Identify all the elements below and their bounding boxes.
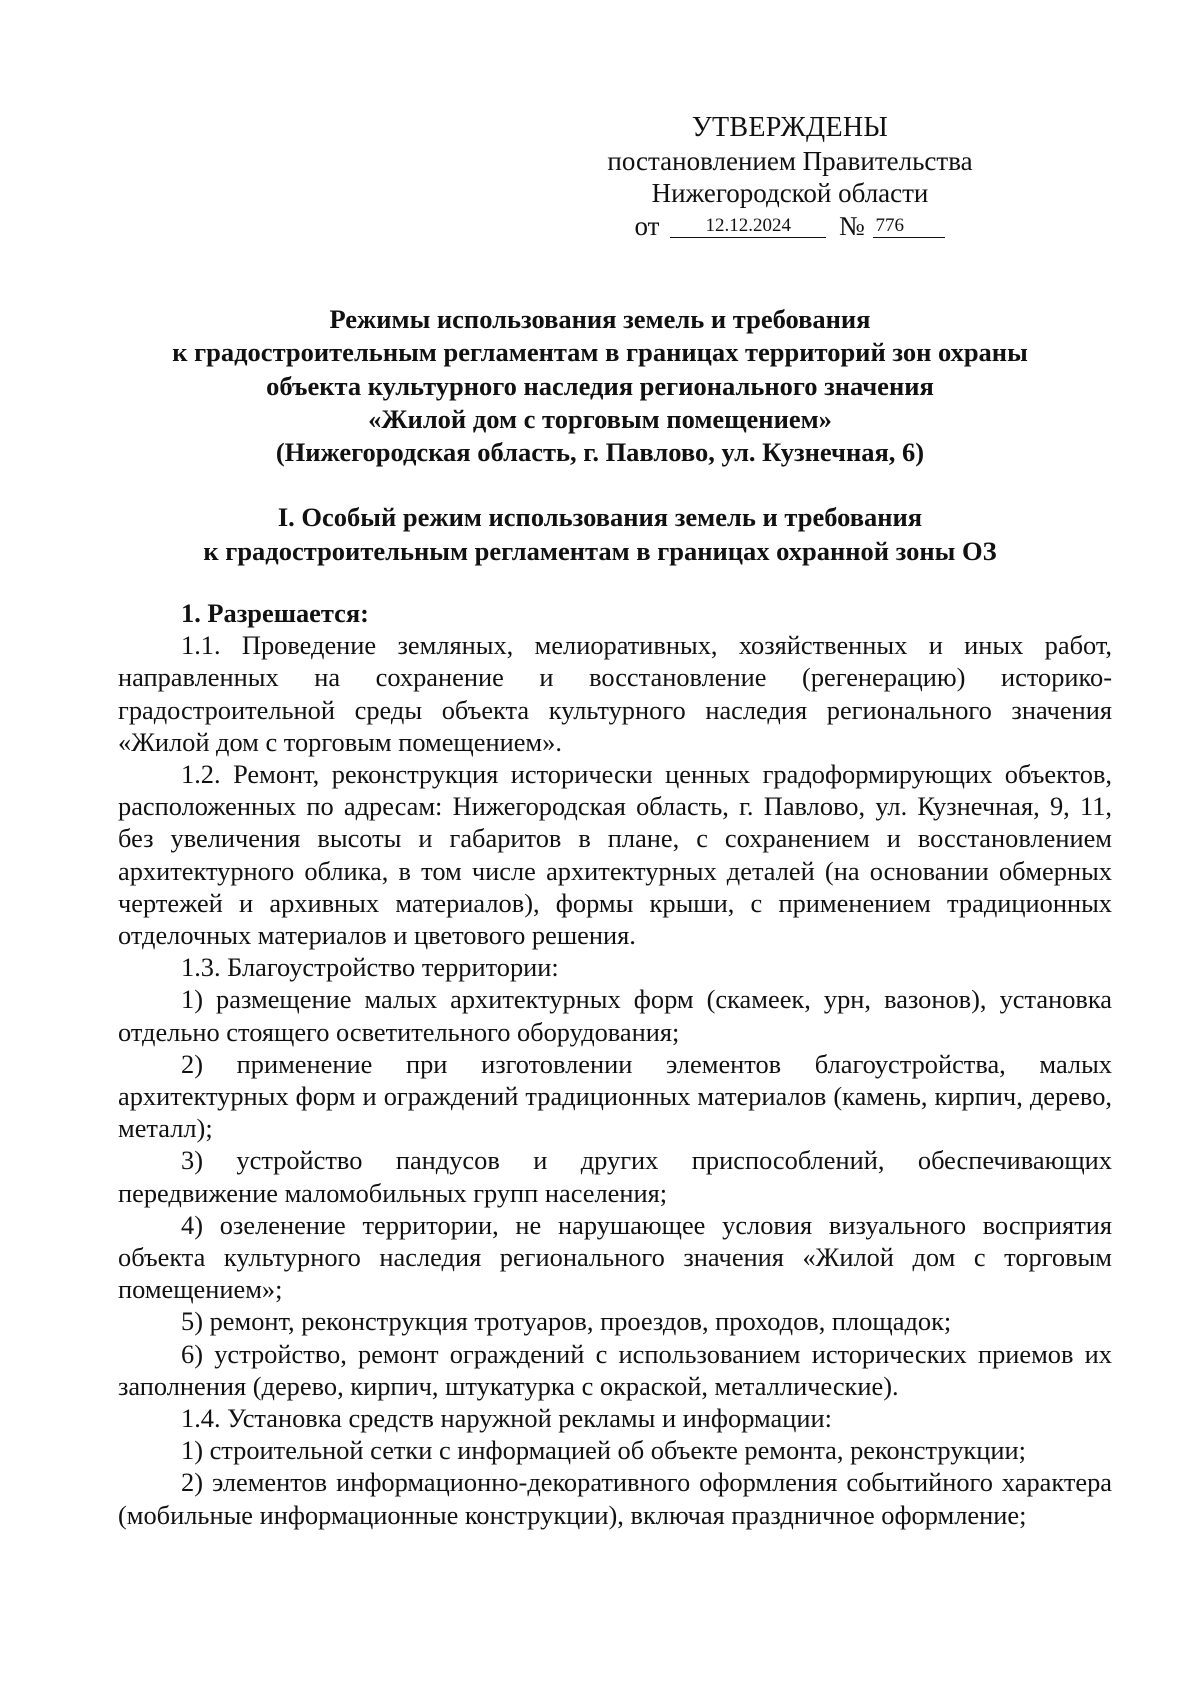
approval-date-line <box>580 210 1000 243</box>
paragraph-1-3-2: 2) применение при изготовлении элементов благоустройства, малых архитектурных форм и ограждений традиционных материалов (камень, кирпич, дерево, металл); <box>118 1048 1112 1144</box>
paragraph-1-4-2: 2) элементов информационно-декоративного оформления событийного характера (мобильные информационные конструкции), включая праздничное оформление; <box>118 1467 1112 1530</box>
paragraph-1-3-4: 4) озеленение территории, не нарушающее условия визуального восприятия объекта культурного наследия регионального значения «Жилой дом с торговым помещением»; <box>118 1209 1112 1305</box>
body-text <box>118 597 1112 1531</box>
title-line-1: Режимы использования земель и требования <box>329 304 871 334</box>
approval-line-2: Нижегородской области <box>651 178 929 208</box>
paragraph-1-3-1: 1) размещение малых архитектурных форм (скамеек, урн, вазонов), установка отдельно стоящего осветительного оборудования; <box>118 984 1112 1047</box>
paragraph-1-3-5: 5) ремонт, реконструкция тротуаров, проездов, проходов, площадок; <box>181 1306 952 1337</box>
approval-title: УТВЕРЖДЕНЫ <box>691 112 889 143</box>
paragraph-1-1: 1.1. Проведение земляных, мелиоративных, хозяйственных и иных работ, направленных на сохранение и восстановление (регенерацию) историко-градостроительной среды объекта культурного наследия регионального значения «Жилой дом с торговым помещением». <box>118 630 1112 757</box>
title-line-4: «Жилой дом с торговым помещением» <box>368 403 832 434</box>
paragraph-1-4-1: 1) строительной сетки с информацией об объекте ремонта, реконструкции; <box>181 1435 1026 1466</box>
document-title <box>100 303 1100 469</box>
section-title-line-2: к градостроительным регламентам в границах охранной зоны ОЗ <box>203 536 997 566</box>
section-title-line-1: I. Особый режим использования земель и требования <box>277 502 923 532</box>
section-title <box>100 500 1100 568</box>
approval-line-1: постановлением Правительства <box>607 145 973 176</box>
paragraph-1-3-3: 3) устройство пандусов и других приспособлений, обеспечивающих передвижение маломобильных групп населения; <box>118 1145 1112 1208</box>
number-sign: № <box>838 210 865 241</box>
paragraph-1-4: 1.4. Установка средств наружной рекламы и информации: <box>181 1403 832 1434</box>
paragraph-1-3-6: 6) устройство, ремонт ограждений с использованием исторических приемов их заполнения (дерево, кирпич, штукатурка с окраской, металлические). <box>118 1338 1112 1401</box>
title-line-5: (Нижегородская область, г. Павлово, ул. Кузнечная, 6) <box>275 437 925 468</box>
from-label: от <box>634 210 660 241</box>
paragraph-heading-1: 1. Разрешается: <box>181 598 369 628</box>
approval-number: 776 <box>873 215 945 238</box>
title-line-3: объекта культурного наследия регионального значения <box>266 370 934 401</box>
paragraph-1-2: 1.2. Ремонт, реконструкция исторически ценных градоформирующих объектов, расположенных по адресам: Нижегородская область, г. Павлово, ул. Кузнечная, 9, 11, без увеличения высоты и габаритов в плане, с сохранением и восстановлением архитектурного облика, в том числе архитектурных деталей (на основании обмерных чертежей и архивных материалов), формы крыши, с применением традиционных отделочных материалов и цветового решения. <box>118 759 1112 951</box>
paragraph-1-3: 1.3. Благоустройство территории: <box>181 952 559 983</box>
title-line-2: к градостроительным регламентам в границах территорий зон охраны <box>172 337 1028 368</box>
approval-block <box>580 112 1000 242</box>
approval-date: 12.12.2024 <box>670 215 826 238</box>
